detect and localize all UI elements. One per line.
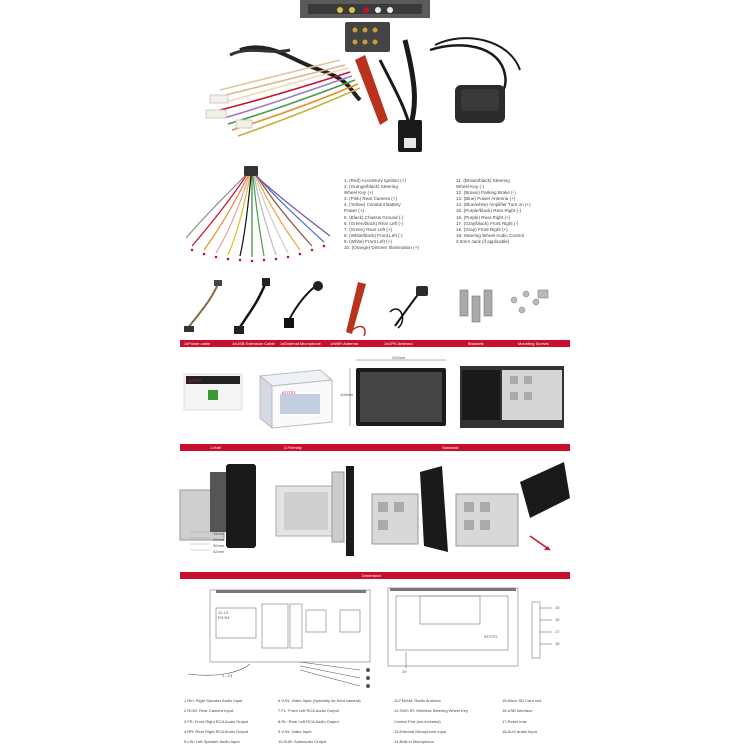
wiring-item: 5. (Black) Chassis Ground (-) bbox=[344, 214, 404, 220]
gps-antenna-icon bbox=[390, 286, 428, 328]
wiring-item: 18. (Gray) Front Right (+) bbox=[456, 226, 508, 232]
legend-item: 8.RL: Rear Left RCA Audio Output bbox=[278, 718, 339, 724]
package-section bbox=[180, 352, 570, 444]
wiring-item: 10. (Orange) Dimmer Illumination (+) bbox=[344, 245, 419, 251]
power-cable-icon bbox=[184, 280, 222, 332]
legend-col-3 bbox=[394, 696, 468, 747]
legend-item: 9.V-IN: Video Input bbox=[278, 728, 312, 734]
wiring-item: 12. (Brown) Parking Brake (-) bbox=[456, 190, 516, 196]
panel-label: 12-13 R3-R4 bbox=[218, 610, 230, 620]
install-label: 2-Friendly bbox=[284, 445, 302, 450]
wiring-item: 4. (Yellow) Constant Battery bbox=[344, 202, 401, 208]
wiring-item: 9. (White) Front Left (+) bbox=[344, 238, 392, 244]
wiring-item: Wheel Key (+) bbox=[344, 190, 374, 196]
legend-col-4 bbox=[502, 696, 541, 737]
wiring-item: 3. (Pink) Rear Camera (+) bbox=[344, 196, 397, 202]
legend-item: Control Port (not included) bbox=[394, 718, 441, 724]
usb-extension-icon bbox=[234, 278, 270, 334]
legend-col-1 bbox=[184, 696, 248, 747]
accessory-label: Mounting Screws bbox=[518, 341, 549, 346]
wire-fan-illustration bbox=[180, 160, 340, 272]
legend-col-2 bbox=[278, 696, 361, 747]
wiring-item: 16. (Purple) Rear Right (+) bbox=[456, 214, 511, 220]
side-num: 18 bbox=[555, 641, 560, 646]
install-dim: 42mm bbox=[213, 549, 225, 554]
legend-item: 11.FM/AM: Radio Antenna bbox=[394, 698, 441, 703]
wiring-item: 3.5mm Jack (if applicable) bbox=[456, 238, 510, 244]
wiring-list-left bbox=[344, 178, 419, 251]
wiring-item: 8. (White/black) Front Left (-) bbox=[344, 232, 403, 238]
box-brand-small: ATOTO bbox=[282, 390, 296, 395]
wiring-item: 19. Steering Wheel Audio Control bbox=[456, 232, 524, 238]
dimension-label: Dimension bbox=[362, 573, 381, 578]
side-num: 15 bbox=[555, 605, 560, 610]
legend-item: 3.FR: Front Right RCA Audio Output bbox=[184, 718, 249, 724]
wiring-item: 14. (Blue/white) Amplifier Turn on (+) bbox=[456, 202, 531, 208]
product-infographic bbox=[180, 0, 570, 750]
rear-panel-drawing bbox=[180, 582, 570, 692]
install-dim: 30mm bbox=[213, 543, 225, 548]
legend-item: 7.FL: Front Left RCA Audio Output bbox=[278, 708, 339, 714]
wiring-item: Wheel Key (-) bbox=[456, 184, 485, 190]
legend-item: 13.External Microphone Input bbox=[394, 728, 447, 734]
wiring-item: 2. (Orange/black) Steering bbox=[344, 184, 398, 190]
accessories-section bbox=[180, 272, 570, 346]
wiring-item: 7. (Green) Rear Left (+) bbox=[344, 226, 393, 232]
dimension-label-bar bbox=[180, 572, 570, 579]
wiring-item: 1. (Red) Accessory Ignition (+) bbox=[344, 178, 406, 183]
height-dimension: 105mm bbox=[340, 392, 354, 397]
wiring-item: 17. (Gray/black) Front Right (-) bbox=[456, 220, 519, 226]
wiring-item: 13. (Blue) Power Antenna (+) bbox=[456, 196, 516, 202]
bracket-icon bbox=[460, 290, 492, 322]
wiring-item: 11. (Brown/black) Steering bbox=[456, 178, 510, 183]
microphone-icon bbox=[284, 281, 323, 328]
accessory-label: 1xExternal Microphone bbox=[280, 341, 321, 346]
legend-item: 10.SUB: Subwoofer Output bbox=[278, 739, 327, 745]
legend-item: 17.Reset hole bbox=[502, 718, 527, 724]
wiring-item: Power (+) bbox=[344, 208, 365, 214]
legend-item: 6.V-IN: Video Input (Specially for front camera) bbox=[278, 698, 361, 703]
accessories-label-bar bbox=[180, 340, 570, 347]
legend-item: 15.Micro SD Card slot bbox=[502, 698, 542, 703]
accessory-label: 1xUSB Extension Cable bbox=[232, 341, 275, 346]
wiring-item: 6. (Green/black) Rear Left (-) bbox=[344, 220, 403, 226]
wiring-list-right bbox=[456, 178, 531, 245]
side-num: 16 bbox=[555, 617, 560, 622]
legend-item: 2.RCW: Rear Camera Input bbox=[184, 708, 234, 714]
accessories-illustration bbox=[180, 272, 570, 340]
accessory-label: Brackets bbox=[468, 341, 484, 346]
install-label: 1-Half bbox=[210, 445, 221, 450]
screws-icon bbox=[511, 290, 548, 313]
wiring-item: 15. (Purple/black) Rear Right (-) bbox=[456, 208, 522, 214]
width-dimension: 202mm bbox=[392, 355, 406, 360]
wiring-diagram-section bbox=[180, 160, 570, 272]
legend-item: 18.AUX Audio Input bbox=[502, 728, 537, 734]
legend-item: 5.LIN: Left Speaker Audio Input bbox=[184, 739, 240, 745]
install-dim: 15mm bbox=[213, 531, 225, 536]
bottom-num: 19 bbox=[402, 669, 407, 674]
dimension-section bbox=[180, 572, 570, 750]
legend-item: 4.RR: Rear Right RCA Audio Output bbox=[184, 728, 249, 734]
front-model-label: ATOTO bbox=[484, 634, 498, 639]
installation-section bbox=[180, 444, 570, 572]
legend-item: 14.Built-in Microphone bbox=[394, 739, 434, 745]
install-label: Standard bbox=[442, 445, 459, 450]
accessory-label: 1xWiFi Antenna bbox=[330, 341, 359, 346]
legend-item: 16.USB Interface bbox=[502, 708, 533, 714]
accessory-label: 1xGPS Antenna bbox=[384, 341, 413, 346]
harness-photo bbox=[180, 0, 570, 158]
installation-illustration bbox=[180, 452, 570, 572]
harness-illustration bbox=[180, 0, 570, 158]
installation-label-bar bbox=[180, 444, 570, 451]
side-num: 17 bbox=[555, 629, 560, 634]
port-range-label: 1 - 13 bbox=[222, 673, 233, 678]
package-illustration bbox=[180, 352, 570, 444]
accessory-label: 1xPower cable bbox=[184, 341, 211, 346]
box-brand: ATOTO bbox=[188, 378, 202, 383]
install-dim: 20mm bbox=[213, 537, 225, 542]
legend-item: 12.SWC IR: Wireless Steering Wheel Key bbox=[394, 708, 469, 714]
wifi-antenna-icon bbox=[346, 282, 366, 336]
legend-item: 1.RIn: Right Speaker Audio Input bbox=[184, 698, 243, 703]
